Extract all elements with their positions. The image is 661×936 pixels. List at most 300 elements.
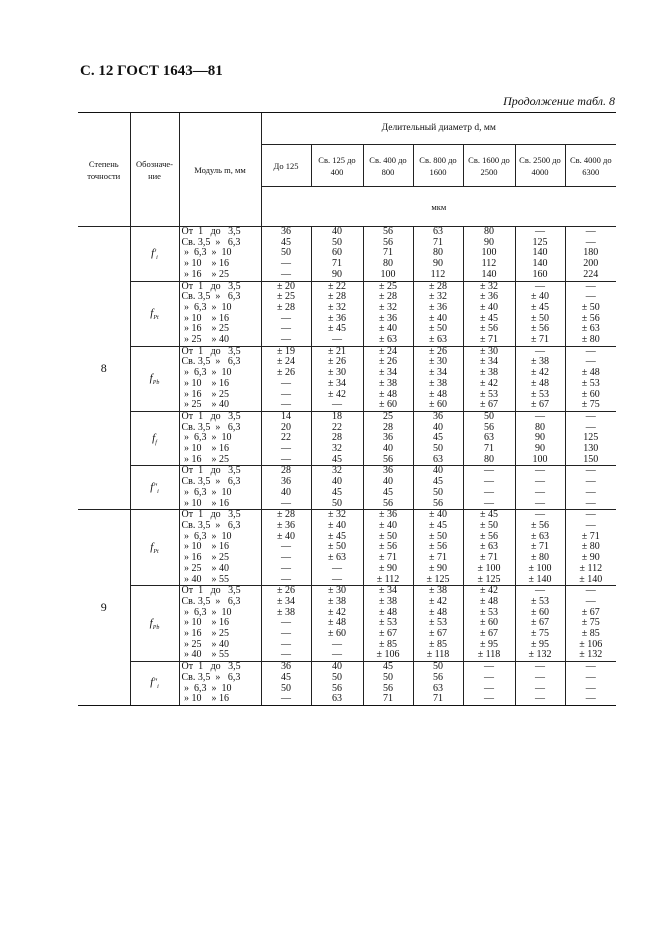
tolerance-value: —: [585, 345, 596, 357]
tolerance-value: ± 60: [429, 399, 447, 411]
value-cell: [463, 466, 515, 510]
module-cell: [179, 227, 261, 282]
designation-cell: [130, 466, 179, 510]
value-cell: [565, 586, 616, 662]
designation-cell: [130, 227, 179, 282]
tolerance-value: ± 32: [429, 291, 447, 303]
tolerance-value: 63: [433, 682, 443, 694]
tolerance-value: ± 75: [581, 617, 600, 629]
tolerance-value: —: [585, 519, 596, 531]
tolerance-value: —: [332, 573, 342, 585]
tolerance-value: 36: [281, 661, 291, 673]
tolerance-value: 112: [430, 268, 446, 280]
tolerance-value: 63: [332, 693, 342, 705]
tolerance-value: ± 40: [429, 312, 447, 324]
value-cell: [463, 281, 515, 346]
value-cell: [311, 466, 363, 510]
designation-symbol: $f''_i$: [150, 480, 159, 495]
table-row: [78, 227, 616, 282]
tolerance-value: ± 45: [429, 519, 447, 531]
tolerance-value: ± 53: [429, 617, 447, 629]
tolerance-value: ± 40: [531, 291, 549, 303]
value-cell: [311, 662, 363, 706]
tolerance-value: ± 28: [379, 291, 397, 303]
degree-cell: 8: [78, 227, 130, 510]
tolerance-value: ± 48: [429, 388, 447, 400]
tolerance-value: ± 36: [429, 301, 447, 313]
tolerance-value: ± 100: [528, 562, 552, 574]
tolerance-value: ± 24: [277, 356, 295, 368]
tolerance-value: 50: [433, 661, 443, 673]
tolerance-value: —: [484, 682, 494, 694]
tolerance-value: ± 53: [581, 377, 600, 389]
tolerance-value: ± 75: [581, 399, 600, 411]
value-cell: [463, 411, 515, 466]
tolerance-value: 71: [383, 247, 393, 259]
module-range: Св. 3,5 » 6,3: [181, 236, 241, 248]
module-range: От 1 до 3,5: [181, 661, 241, 673]
tolerance-value: ± 71: [480, 552, 498, 564]
module-range: » 6,3 » 10: [181, 530, 232, 542]
module-cell: [179, 281, 261, 346]
tolerance-value: 90: [535, 432, 545, 444]
tolerance-value: ± 53: [379, 617, 397, 629]
value-cell: [363, 662, 413, 706]
tolerance-value: ± 25: [277, 291, 295, 303]
tolerance-value: 56: [383, 682, 393, 694]
tolerance-value: ± 42: [480, 585, 498, 597]
value-cell: [261, 662, 311, 706]
value-cell: [311, 227, 363, 282]
tolerance-value: —: [585, 236, 596, 248]
header-range-2: Св. 400 до 800: [363, 145, 413, 187]
tolerance-value: 140: [532, 258, 548, 270]
tolerance-value: 56: [383, 453, 393, 465]
tolerance-value: —: [535, 497, 545, 509]
tolerance-value: 45: [281, 671, 291, 683]
tolerance-value: 63: [433, 453, 443, 465]
tolerance-value: —: [585, 226, 596, 237]
tolerance-value: ± 67: [531, 399, 549, 411]
tolerance-value: 60: [332, 247, 342, 259]
designation-cell: [130, 586, 179, 662]
tolerance-value: ± 42: [328, 606, 346, 618]
tolerance-value: ± 45: [531, 301, 549, 313]
tolerance-value: —: [281, 541, 291, 553]
tolerance-value: ± 112: [376, 573, 400, 585]
tolerance-value: ± 90: [581, 552, 600, 564]
tolerance-value: ± 67: [429, 628, 447, 640]
tolerance-value: ± 26: [379, 356, 397, 368]
module-range: От 1 до 3,5: [181, 226, 241, 237]
tolerance-value: 80: [484, 226, 494, 237]
tolerance-value: ± 125: [426, 573, 450, 585]
tolerance-value: 90: [535, 443, 545, 455]
tolerance-value: —: [585, 682, 596, 694]
tolerance-value: 36: [281, 226, 291, 237]
tolerance-value: 50: [281, 682, 291, 694]
tolerance-value: 18: [332, 410, 342, 422]
module-range: » 40 » 55: [181, 573, 229, 585]
tolerance-value: 100: [380, 268, 396, 280]
module-range: » 10 » 16: [181, 541, 229, 553]
tolerance-value: ± 45: [480, 509, 498, 521]
tolerance-value: 28: [281, 465, 291, 477]
module-range: » 6,3 » 10: [181, 606, 232, 618]
tolerance-value: ± 28: [429, 280, 447, 292]
tolerance-value: ± 20: [277, 280, 295, 292]
tolerance-value: 40: [433, 465, 443, 477]
tolerance-value: —: [281, 334, 291, 346]
tolerance-value: —: [484, 661, 494, 673]
tolerance-value: ± 53: [531, 595, 549, 607]
tolerance-value: 130: [583, 443, 599, 455]
tolerance-value: —: [585, 486, 596, 498]
module-range: » 6,3 » 10: [181, 432, 232, 444]
tolerance-value: 200: [583, 258, 599, 270]
tolerance-value: —: [484, 497, 494, 509]
tolerance-value: 45: [433, 432, 443, 444]
designation-symbol: $f_f$: [152, 431, 157, 446]
designation-cell: [130, 281, 179, 346]
tolerance-value: —: [281, 649, 291, 661]
tolerance-value: 14: [281, 410, 291, 422]
tolerance-value: ± 56: [581, 312, 600, 324]
tolerance-value: ± 26: [277, 585, 295, 597]
tolerance-value: 71: [383, 693, 393, 705]
designation-symbol: $f_{Pb}$: [149, 616, 160, 631]
tolerance-value: —: [484, 465, 494, 477]
tolerance-value: ± 40: [379, 519, 397, 531]
designation-cell: [130, 346, 179, 411]
value-cell: [413, 466, 463, 510]
designation-symbol: $f_{Pt}$: [150, 540, 159, 555]
tolerance-value: ± 80: [531, 552, 549, 564]
tolerance-value: —: [535, 226, 545, 237]
module-range: От 1 до 3,5: [181, 465, 241, 477]
tolerance-value: ± 40: [379, 323, 397, 335]
tolerance-value: —: [585, 509, 596, 521]
tolerance-value: 40: [383, 443, 393, 455]
tolerance-value: ± 60: [581, 388, 600, 400]
tolerance-value: ± 118: [477, 649, 501, 661]
tolerance-value: ± 32: [328, 301, 346, 313]
tolerance-value: ± 42: [429, 595, 447, 607]
module-range: Св. 3,5 » 6,3: [181, 291, 241, 303]
value-cell: [565, 227, 616, 282]
tolerance-value: 80: [383, 258, 393, 270]
tolerance-value: 50: [281, 247, 291, 259]
tolerance-value: 125: [532, 236, 548, 248]
tolerance-value: —: [281, 617, 291, 629]
tolerance-value: 56: [433, 671, 443, 683]
tolerance-value: 50: [332, 236, 342, 248]
tolerance-value: —: [281, 323, 291, 335]
module-cell: [179, 586, 261, 662]
tolerance-value: ± 36: [480, 291, 498, 303]
tolerance-value: ± 26: [328, 356, 346, 368]
tolerance-value: —: [535, 345, 545, 357]
tolerance-value: 36: [383, 432, 393, 444]
value-cell: [261, 411, 311, 466]
tolerance-value: ± 53: [480, 388, 498, 400]
tolerance-value: 28: [332, 432, 342, 444]
tolerance-value: —: [535, 280, 545, 292]
tolerance-value: —: [535, 509, 545, 521]
tolerance-value: ± 50: [480, 519, 498, 531]
tolerance-value: ± 80: [581, 541, 600, 553]
tolerance-table: [78, 112, 616, 706]
value-cell: [363, 586, 413, 662]
tolerance-value: 56: [484, 421, 494, 433]
table-row: [78, 346, 616, 411]
table-row: [78, 510, 616, 586]
tolerance-value: ± 71: [531, 334, 549, 346]
tolerance-value: —: [281, 388, 291, 400]
tolerance-value: ± 45: [328, 530, 346, 542]
tolerance-value: ± 90: [429, 562, 447, 574]
value-cell: [515, 411, 565, 466]
tolerance-value: 40: [332, 661, 342, 673]
module-range: » 10 » 16: [181, 617, 229, 629]
tolerance-value: ± 38: [429, 377, 447, 389]
tolerance-value: —: [585, 595, 596, 607]
tolerance-value: ± 36: [379, 312, 397, 324]
tolerance-value: ± 34: [379, 585, 397, 597]
tolerance-value: ± 30: [429, 356, 447, 368]
module-cell: [179, 510, 261, 586]
value-cell: [363, 466, 413, 510]
tolerance-value: ± 50: [429, 323, 447, 335]
designation-cell: [130, 411, 179, 466]
tolerance-value: ± 38: [379, 377, 397, 389]
tolerance-value: 63: [433, 226, 443, 237]
tolerance-value: ± 34: [277, 595, 295, 607]
value-cell: [413, 281, 463, 346]
tolerance-value: —: [281, 497, 291, 509]
tolerance-value: ± 50: [379, 530, 397, 542]
tolerance-value: 22: [281, 432, 291, 444]
tolerance-value: 71: [433, 693, 443, 705]
tolerance-value: —: [484, 476, 494, 488]
tolerance-value: —: [332, 562, 342, 574]
tolerance-value: —: [535, 693, 545, 705]
header-range-4: Св. 1600 до 2500: [463, 145, 515, 187]
tolerance-value: —: [281, 399, 291, 411]
tolerance-value: —: [535, 671, 545, 683]
module-range: » 40 » 55: [181, 649, 229, 661]
tolerance-value: ± 34: [429, 367, 447, 379]
module-range: » 16 » 25: [181, 323, 229, 335]
tolerance-value: 90: [484, 236, 494, 248]
tolerance-value: ± 125: [477, 573, 501, 585]
tolerance-value: —: [585, 476, 596, 488]
designation-symbol: $f_{Pb}$: [149, 371, 160, 386]
tolerance-value: —: [535, 486, 545, 498]
tolerance-value: ± 53: [480, 606, 498, 618]
tolerance-value: ± 132: [579, 649, 603, 661]
tolerance-value: ± 30: [328, 585, 346, 597]
tolerance-value: ± 71: [429, 552, 447, 564]
module-cell: [179, 346, 261, 411]
tolerance-value: ± 67: [480, 628, 498, 640]
value-cell: [515, 510, 565, 586]
tolerance-value: ± 38: [277, 606, 295, 618]
value-cell: [565, 346, 616, 411]
value-cell: [515, 586, 565, 662]
tolerance-value: —: [332, 638, 342, 650]
module-range: » 6,3 » 10: [181, 367, 232, 379]
value-cell: [261, 586, 311, 662]
tolerance-value: —: [332, 649, 342, 661]
header-range-5: Св. 2500 до 4000: [515, 145, 565, 187]
tolerance-value: ± 42: [328, 388, 346, 400]
tolerance-value: ± 38: [429, 585, 447, 597]
tolerance-value: ± 28: [328, 291, 346, 303]
tolerance-value: ± 63: [429, 334, 447, 346]
tolerance-value: —: [535, 476, 545, 488]
tolerance-value: 140: [481, 268, 497, 280]
tolerance-value: ± 50: [328, 541, 346, 553]
tolerance-value: ± 100: [477, 562, 501, 574]
tolerance-value: 160: [532, 268, 548, 280]
value-cell: [463, 346, 515, 411]
tolerance-value: ± 38: [379, 595, 397, 607]
table-row: [78, 411, 616, 466]
tolerance-value: —: [281, 453, 291, 465]
tolerance-value: —: [281, 693, 291, 705]
table-row: [78, 466, 616, 510]
tolerance-value: ± 34: [328, 377, 346, 389]
tolerance-value: ± 32: [480, 280, 498, 292]
tolerance-value: ± 48: [480, 595, 498, 607]
module-range: » 6,3 » 10: [181, 486, 232, 498]
tolerance-value: ± 25: [379, 280, 397, 292]
module-range: » 10 » 16: [181, 497, 229, 509]
value-cell: [261, 227, 311, 282]
designation-cell: [130, 662, 179, 706]
value-cell: [463, 586, 515, 662]
value-cell: [363, 510, 413, 586]
tolerance-value: ± 36: [277, 519, 295, 531]
value-cell: [363, 227, 413, 282]
value-cell: [515, 466, 565, 510]
tolerance-value: 50: [383, 671, 393, 683]
module-range: » 16 » 25: [181, 453, 229, 465]
tolerance-value: 36: [281, 476, 291, 488]
tolerance-value: 40: [433, 421, 443, 433]
tolerance-value: —: [281, 377, 291, 389]
tolerance-value: 45: [281, 236, 291, 248]
tolerance-value: ± 32: [328, 509, 346, 521]
tolerance-value: —: [484, 693, 494, 705]
tolerance-value: —: [281, 268, 291, 280]
tolerance-value: ± 71: [480, 334, 498, 346]
module-range: От 1 до 3,5: [181, 410, 241, 422]
module-range: От 1 до 3,5: [181, 509, 241, 521]
tolerance-value: ± 71: [581, 530, 600, 542]
module-range: От 1 до 3,5: [181, 345, 241, 357]
tolerance-value: 90: [433, 258, 443, 270]
tolerance-value: ± 48: [429, 606, 447, 618]
tolerance-value: ± 34: [480, 356, 498, 368]
tolerance-value: ± 30: [480, 345, 498, 357]
module-range: » 25 » 40: [181, 334, 229, 346]
tolerance-value: 71: [332, 258, 342, 270]
tolerance-value: ± 48: [531, 377, 549, 389]
tolerance-value: —: [281, 638, 291, 650]
module-range: » 25 » 40: [181, 399, 229, 411]
tolerance-value: ± 56: [480, 323, 498, 335]
tolerance-value: ± 34: [379, 367, 397, 379]
page-header: С. 12 ГОСТ 1643—81: [80, 63, 223, 79]
tolerance-value: 40: [332, 476, 342, 488]
value-cell: [565, 510, 616, 586]
module-cell: [179, 411, 261, 466]
tolerance-value: ± 95: [480, 638, 498, 650]
tolerance-value: —: [585, 585, 596, 597]
tolerance-value: —: [585, 356, 596, 368]
tolerance-value: ± 60: [379, 399, 397, 411]
tolerance-value: 100: [481, 247, 497, 259]
value-cell: [463, 510, 515, 586]
tolerance-value: ± 30: [328, 367, 346, 379]
tolerance-value: 40: [332, 226, 342, 237]
value-cell: [565, 466, 616, 510]
table-row: [78, 586, 616, 662]
tolerance-value: 40: [281, 486, 291, 498]
tolerance-value: ± 106: [376, 649, 400, 661]
value-cell: [515, 662, 565, 706]
tolerance-value: 50: [433, 443, 443, 455]
tolerance-value: —: [585, 671, 596, 683]
value-cell: [311, 586, 363, 662]
module-range: Св. 3,5 » 6,3: [181, 356, 241, 368]
tolerance-value: ± 71: [531, 541, 549, 553]
tolerance-value: —: [535, 585, 545, 597]
tolerance-value: ± 19: [277, 345, 295, 357]
tolerance-value: —: [484, 486, 494, 498]
tolerance-value: 45: [383, 661, 393, 673]
value-cell: [565, 281, 616, 346]
tolerance-value: ± 50: [581, 301, 600, 313]
tolerance-value: ± 40: [480, 301, 498, 313]
value-cell: [261, 281, 311, 346]
value-cell: [463, 227, 515, 282]
tolerance-value: ± 53: [531, 388, 549, 400]
tolerance-value: ± 48: [379, 606, 397, 618]
tolerance-value: 50: [332, 497, 342, 509]
tolerance-value: ± 50: [531, 312, 549, 324]
designation-symbol: $f''_i$: [150, 676, 159, 691]
tolerance-value: 45: [433, 476, 443, 488]
designation-cell: [130, 510, 179, 586]
tolerance-value: 180: [583, 247, 599, 259]
tolerance-value: —: [535, 682, 545, 694]
tolerance-value: ± 140: [579, 573, 603, 585]
tolerance-value: 45: [332, 486, 342, 498]
module-range: » 10 » 16: [181, 693, 229, 705]
value-cell: [413, 346, 463, 411]
tolerance-value: 80: [484, 453, 494, 465]
tolerance-value: —: [281, 562, 291, 574]
tolerance-value: 28: [383, 421, 393, 433]
tolerance-value: —: [281, 312, 291, 324]
tolerance-value: —: [585, 693, 596, 705]
tolerance-value: 150: [583, 453, 599, 465]
tolerance-value: 36: [383, 465, 393, 477]
module-range: » 25 » 40: [181, 562, 229, 574]
